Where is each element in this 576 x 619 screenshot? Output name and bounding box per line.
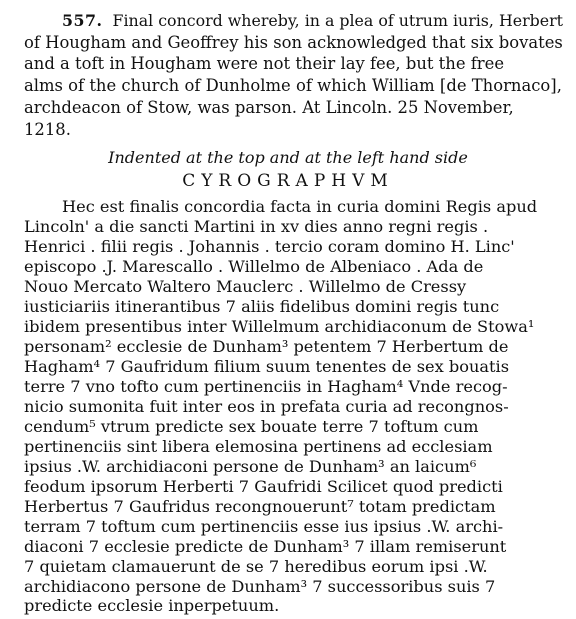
latin-line: diaconi 7 ecclesie predicte de Dunham³ 7 illam remiserunt [24,537,507,556]
latin-line: feodum ipsorum Herberti 7 Gaufridi Scilicet quod predicti [24,477,503,496]
latin-line: Henrici . filii regis . Johannis . tercio coram domino H. Linc' [24,237,515,256]
summary-line-2: of Hougham and Geoffrey his son acknowledged that six bovates [24,33,563,52]
latin-line: Hec est finalis concordia facta in curia domini Regis apud [62,197,538,216]
latin-line: predicte ecclesie inperpetuum. [24,596,280,615]
summary-line-6: 1218. [24,120,71,139]
latin-line: 7 quietam clamauerunt de se 7 heredibus eorum ipsi .W. [24,557,488,576]
indent-note: Indented at the top and at the left hand side [108,148,468,167]
summary-line-1-text: Final concord whereby, in a plea of utrum iuris, Herbert [112,11,563,30]
latin-line: Hagham⁴ 7 Gaufridum filium suum tenentes de sex bouatis [24,357,510,376]
entry-number: 557. [62,11,103,30]
latin-line: nicio sumonita fuit inter eos in prefata curia ad recongnos- [24,397,509,416]
summary-line-4: alms of the church of Dunholme of which William [de Thornaco], [24,76,562,95]
latin-line: archidiacono persone de Dunham³ 7 successoribus suis 7 [24,577,496,596]
latin-line: cendum⁵ vtrum predicte sex bouate terre 7 toftum cum [24,417,479,436]
summary-line-5: archdeacon of Stow, was parson. At Lincoln. 25 November, [24,98,514,117]
latin-line: ibidem presentibus inter Willelmum archidiaconum de Stowa¹ [24,317,535,336]
latin-line: Nouo Mercato Waltero Mauclerc . Willelmo de Cressy [24,277,467,296]
cyrographum-heading: CYROGRAPHVM [182,171,394,191]
latin-line: iusticiariis itinerantibus 7 aliis fidelibus domini regis tunc [24,297,500,316]
latin-line: terram 7 toftum cum pertinenciis esse ius ipsius .W. archi- [24,517,504,536]
latin-line: pertinenciis sint libera elemosina pertinens ad ecclesiam [24,437,493,456]
latin-line: Lincoln' a die sancti Martini in xv dies anno regni regis . [24,217,489,236]
summary-line-3: and a toft in Hougham were not their lay fee, but the free [24,54,505,73]
summary-line-1 [62,11,563,31]
latin-line: episcopo .J. Marescallo . Willelmo de Albeniaco . Ada de [24,257,484,276]
latin-line: Herbertus 7 Gaufridus recongnouerunt⁷ totam predictam [24,497,496,516]
latin-line: ipsius .W. archidiaconi persone de Dunham³ an laicum⁶ [24,457,477,476]
latin-line: personam² ecclesie de Dunham³ petentem 7 Herbertum de [24,337,509,356]
latin-line: terre 7 vno tofto cum pertinenciis in Hagham⁴ Vnde recog- [24,377,508,396]
